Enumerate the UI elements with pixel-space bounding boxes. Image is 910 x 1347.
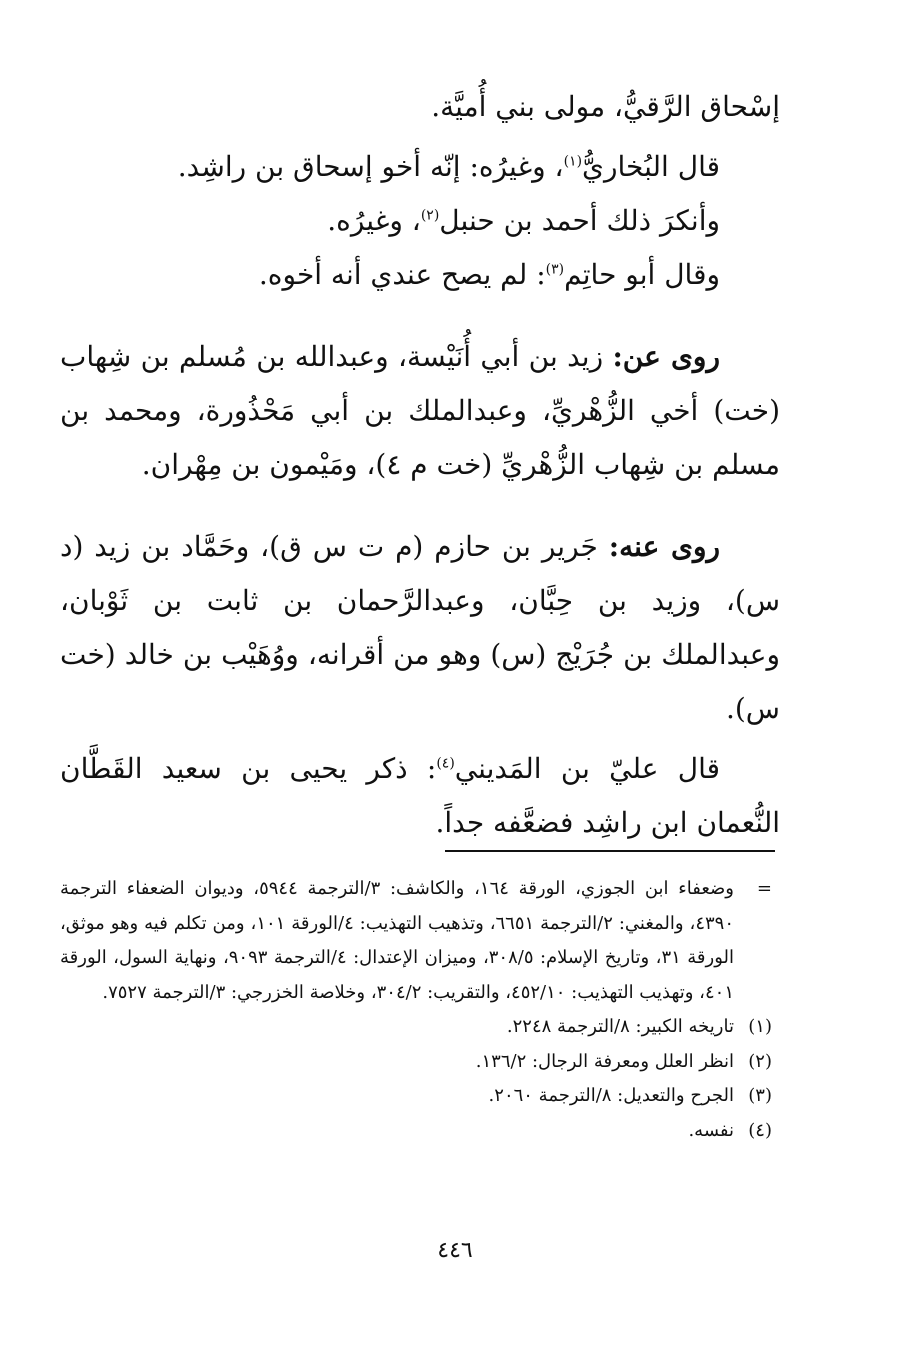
footnote-ref-3[interactable]: (٣) — [545, 261, 565, 278]
narrated-by-paragraph — [60, 520, 780, 736]
continuation-marker: = — [756, 878, 772, 899]
footnote-number: (٣) — [748, 1085, 772, 1106]
page-number: ٤٤٦ — [437, 1238, 473, 1263]
narrated-from-paragraph — [60, 330, 780, 492]
narrated-from-label: روى عن: — [612, 340, 720, 373]
footnote-text: انظر العلل ومعرفة الرجال: ١٣٦/٢. — [475, 1050, 734, 1072]
ahmad-statement: وأنكرَ ذلك أحمد بن حنبل$^{(٢)}$، وغيرُه. — [327, 204, 720, 237]
continuation-text: وضعفاء ابن الجوزي، الورقة ١٦٤، والكاشف: ٣/الترجمة ٥٩٤٤، وديوان الضعفاء الترجمة ٤٣٩٠، والمغني: ٢/الترجمة ٦٦٥١، وتذهيب التهذيب: ٤/الورقة ١٠١، ومن تكلم فيه وهو موثق، الورقة ٣١، وتاريخ الإسلام: ٣٠٨/٥، وميزان الإعتدال: ٤/الترجمة ٩٠٩٣، ونهاية السول، الورقة ٤٠١، وتهذيب التهذيب: ٤٥٢/١٠، والتقريب: ٣٠٤/٢، وخلاصة الخزرجي: ٣/الترجمة ٧٥٢٧. — [60, 878, 735, 1003]
footnote-ref-1[interactable]: (١) — [563, 153, 583, 170]
entry-heading: إسْحاق الرَّقيُّ، مولى بني أُميَّة. — [431, 90, 780, 123]
footnotes — [60, 872, 772, 1148]
footnote-number: (١) — [748, 1016, 772, 1037]
narrated-from-text: زيد بن أبي أُنَيْسة، وعبدالله بن مُسلم بن شِهاب (خت) أخي الزُّهْريِّ، وعبدالملك بن أبي مَحْذُورة، ومحمد بن مسلم بن شِهاب الزُّهْريِّ (خت م ٤)، ومَيْمون بن مِهْران. — [60, 340, 780, 481]
footnote-number: (٢) — [748, 1050, 772, 1072]
footnote-1 — [60, 1010, 772, 1045]
madini-statement: قال عليّ بن المَديني$^{(٤)}$: ذكر يحيى بن سعيد القَطَّان النُّعمان ابن راشِد فضعَّفه جداً. — [60, 752, 780, 839]
footnote-ref-4[interactable]: (٤) — [436, 755, 455, 772]
footnote-2 — [60, 1045, 772, 1080]
footnote-continuation — [60, 872, 772, 1010]
abu-hatim-statement: وقال أبو حاتِم$^{(٣)}$: لم يصح عندي أنه أخوه. — [258, 258, 720, 291]
bukhari-statement: قال البُخاريُّ$^{(١)}$، وغيرُه: إنّه أخو إسحاق بن راشِد. — [177, 150, 720, 183]
footnote-text: تاريخه الكبير: ٨/الترجمة ٢٢٤٨. — [506, 1016, 734, 1037]
footnote-3 — [60, 1079, 772, 1114]
footnote-ref-2[interactable]: (٢) — [420, 207, 440, 224]
footnote-text: الجرح والتعديل: ٨/الترجمة ٢٠٦٠. — [488, 1085, 734, 1106]
footnote-separator — [445, 850, 775, 852]
narrated-by-label: روى عنه: — [608, 530, 720, 563]
footnote-number: (٤) — [748, 1119, 772, 1141]
footnote-4 — [60, 1114, 772, 1149]
footnote-text: نفسه. — [688, 1119, 734, 1141]
narrated-by-text: جَرير بن حازم (م ت س ق)، وحَمَّاد بن زيد (د س)، وزيد بن حِبَّان، وعبدالرَّحمان بن ثابت بن ثَوْبان، وعبدالملك بن جُرَيْج (س) وهو من أقرانه، ووُهَيْب بن خالد (خت س). — [60, 530, 780, 725]
main-text — [60, 80, 780, 850]
